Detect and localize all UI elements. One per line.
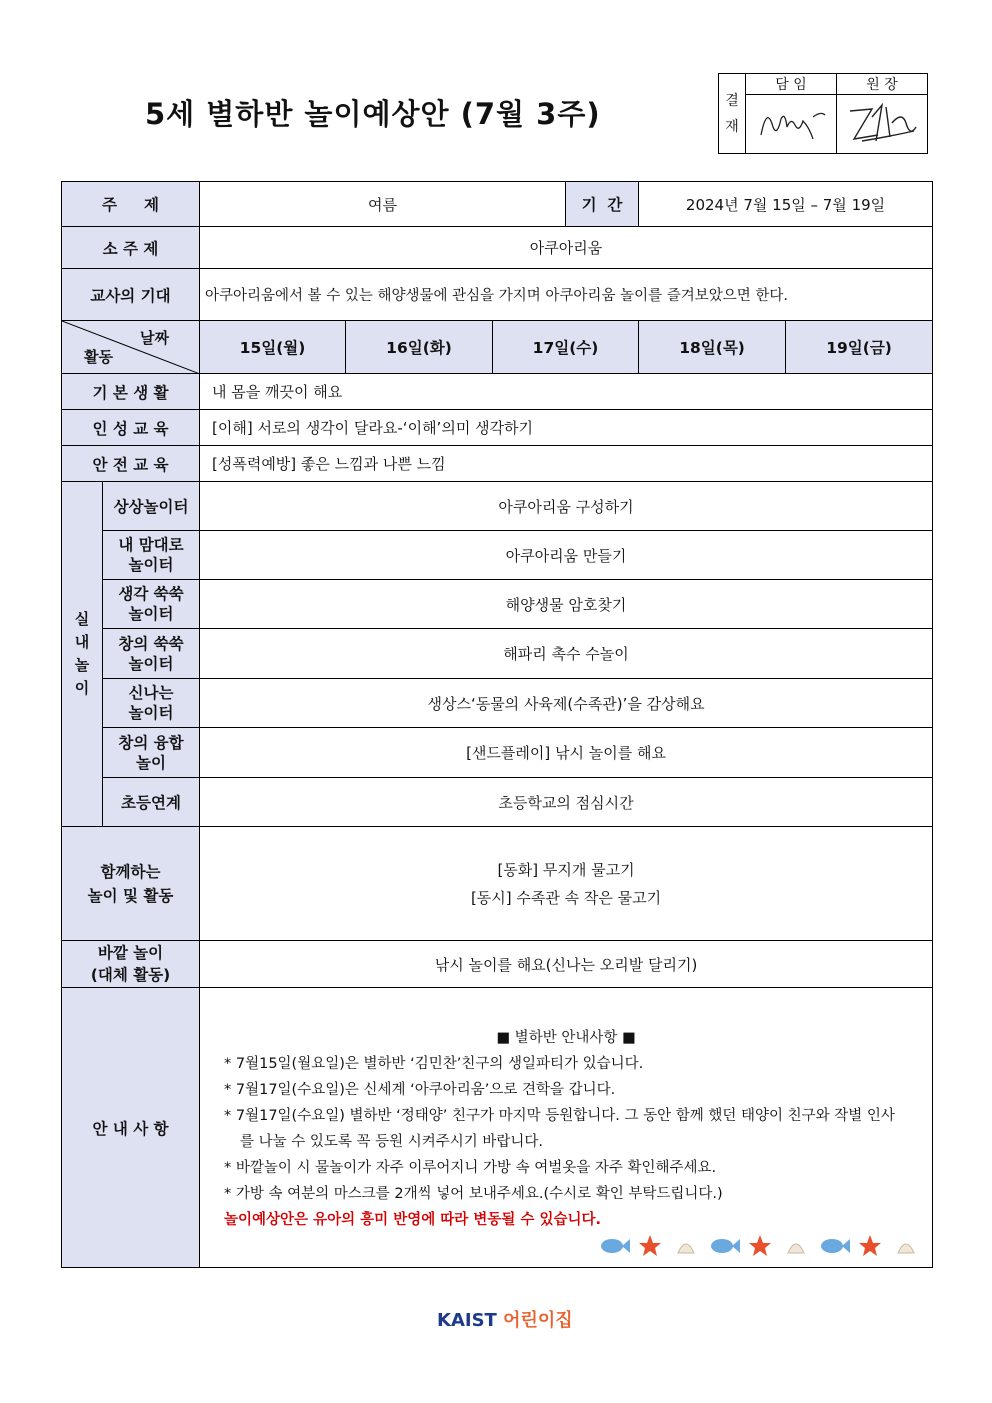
together-activity-value xyxy=(200,827,933,941)
indoor-area-label: 초등연계 xyxy=(103,778,200,827)
indoor-area-value: [샌드플레이] 낚시 놀이를 해요 xyxy=(200,728,933,778)
indoor-area-label: 창의 융합 놀이 xyxy=(103,728,200,778)
basic-life-value: 내 몸을 깨끗이 해요 xyxy=(200,374,933,410)
character-edu-label: 인 성 교 육 xyxy=(62,410,200,446)
safety-edu-value: [성폭력예방] 좋은 느낌과 나쁜 느낌 xyxy=(200,446,933,482)
teacher-expectation-label: 교사의 기대 xyxy=(62,269,200,321)
outdoor-play-value: 낚시 놀이를 해요(신나는 오리발 달리기) xyxy=(200,941,933,988)
indoor-area-label: 내 맘대로 놀이터 xyxy=(103,531,200,580)
teacher-expectation-value: 아쿠아리움에서 볼 수 있는 해양생물에 관심을 가지며 아쿠아리움 놀이를 즐겨보았으면 한다. xyxy=(200,269,933,321)
notice-item: * 가방 속 여분의 마스크를 2개씩 넣어 보내주세요.(수시로 확인 부탁드립니다.) xyxy=(224,1185,723,1202)
approval-teacher-header: 담 임 xyxy=(746,74,837,95)
notice-item: * 바깥놀이 시 물놀이가 자주 이루어지니 가방 속 여벌옷을 자주 확인해주세요. xyxy=(224,1159,717,1176)
indoor-area-label: 신나는 놀이터 xyxy=(103,679,200,728)
indoor-area-value: 초등학교의 점심시간 xyxy=(200,778,933,827)
theme-value: 여름 xyxy=(200,182,566,227)
fish-starfish-shell-icon xyxy=(818,1231,926,1261)
approval-box xyxy=(718,73,928,154)
date-header: 날짜 xyxy=(140,329,169,347)
poem-item: [동시] 수족관 속 작은 물고기 xyxy=(470,888,662,907)
teacher-signature xyxy=(746,95,837,154)
period-label: 기 간 xyxy=(566,182,639,227)
teacher-signature-icon xyxy=(751,97,831,147)
subtheme-label: 소 주 제 xyxy=(62,227,200,269)
sea-decoration xyxy=(598,1231,926,1261)
day-mon: 15일(월) xyxy=(200,321,346,374)
together-activity-label: 함께하는 놀이 및 활동 xyxy=(62,827,200,941)
notice-item: * 7월15일(월요일)은 별하반 ‘김민찬’친구의 생일파티가 있습니다. xyxy=(224,1055,644,1072)
date-activity-header xyxy=(62,321,200,374)
page-title: 5세 별하반 놀이예상안 (7월 3주) xyxy=(145,97,601,131)
indoor-area-label: 상상놀이터 xyxy=(103,482,200,531)
notice-label: 안 내 사 항 xyxy=(62,988,200,1268)
indoor-area-value: 아쿠아리움 구성하기 xyxy=(200,482,933,531)
period-value: 2024년 7월 15일 – 7월 19일 xyxy=(639,182,933,227)
activity-header: 활동 xyxy=(84,348,113,366)
approval-director-header: 원 장 xyxy=(837,74,928,95)
fish-starfish-shell-icon xyxy=(598,1231,706,1261)
safety-edu-label: 안 전 교 육 xyxy=(62,446,200,482)
director-signature-icon xyxy=(842,97,922,147)
day-tue: 16일(화) xyxy=(346,321,493,374)
notice-heading: ■ 별하반 안내사항 ■ xyxy=(496,1029,636,1046)
notice-item: * 7월17일(수요일)은 신세계 ‘아쿠아리움’으로 견학을 갑니다. xyxy=(224,1081,616,1098)
story-item: [동화] 무지개 물고기 xyxy=(497,860,635,879)
character-edu-value: [이해] 서로의 생각이 달라요-‘이해’의미 생각하기 xyxy=(200,410,933,446)
subtheme-value: 아쿠아리움 xyxy=(200,227,933,269)
plan-table xyxy=(61,181,933,1268)
indoor-play-label: 실 내 놀 이 xyxy=(62,482,103,827)
outdoor-play-label: 바깥 놀이 (대체 활동) xyxy=(62,941,200,988)
indoor-area-label: 창의 쑥쑥 놀이터 xyxy=(103,629,200,679)
day-wed: 17일(수) xyxy=(493,321,639,374)
indoor-area-value: 해파리 촉수 수놀이 xyxy=(200,629,933,679)
director-signature xyxy=(837,95,928,154)
theme-label: 주 제 xyxy=(62,182,200,227)
approval-label: 결 재 xyxy=(719,74,746,154)
day-fri: 19일(금) xyxy=(786,321,933,374)
notice-warning: 놀이예상안은 유아의 흥미 반영에 따라 변동될 수 있습니다. xyxy=(224,1211,602,1228)
notice-item: * 7월17일(수요일) 별하반 ‘정태양’ 친구가 마지막 등원합니다. 그 동안 함께 했던 태양이 친구와 작별 인사를 나눌 수 있도록 꼭 등원 시켜주시기 바랍니다. xyxy=(224,1107,895,1150)
fish-starfish-shell-icon xyxy=(708,1231,816,1261)
indoor-area-label: 생각 쑥쑥 놀이터 xyxy=(103,580,200,629)
indoor-area-value: 해양생물 암호찾기 xyxy=(200,580,933,629)
indoor-area-value: 아쿠아리움 만들기 xyxy=(200,531,933,580)
day-thu: 18일(목) xyxy=(639,321,786,374)
kaist-logo: KAIST 어린이집 xyxy=(437,1310,573,1331)
basic-life-label: 기 본 생 활 xyxy=(62,374,200,410)
notice-content xyxy=(200,988,933,1268)
diagonal-line xyxy=(62,321,200,374)
indoor-area-value: 생상스‘동물의 사육제(수족관)’을 감상해요 xyxy=(200,679,933,728)
